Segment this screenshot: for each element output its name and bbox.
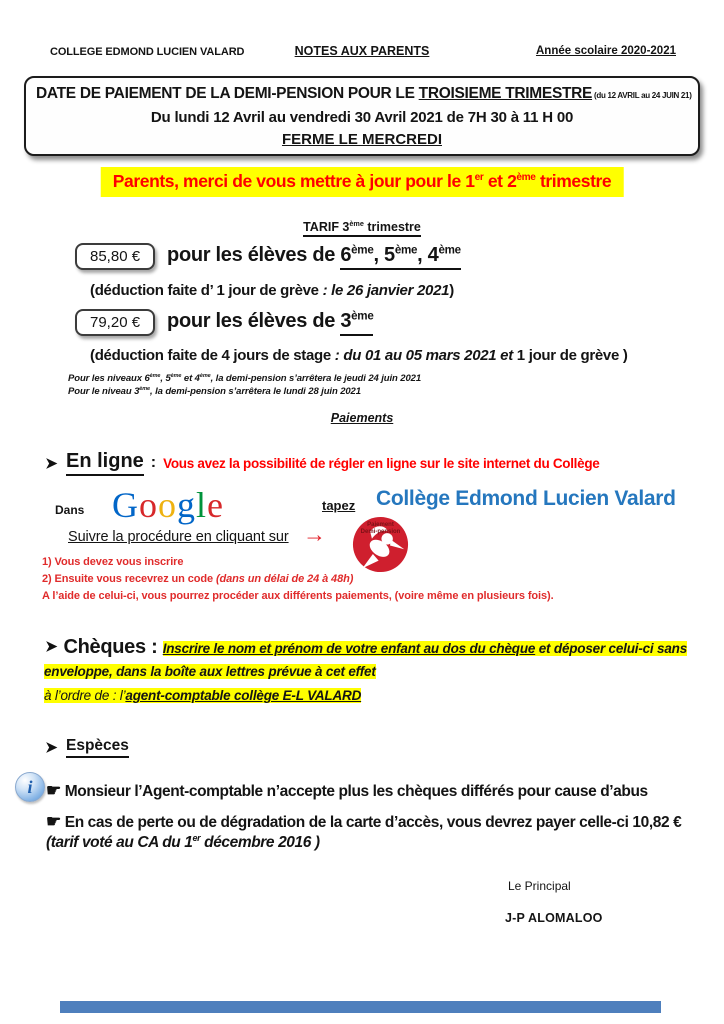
online-step: 2) Ensuite vous recevrez un code (dans un délai de 24 à 48h) (42, 573, 354, 585)
payments-heading: Paiements (330, 411, 394, 425)
tarif-row-3 (75, 309, 373, 336)
price-badge: 85,80 € (75, 243, 155, 270)
tarif-label: pour les élèves de 6ème, 5ème, 4ème (167, 244, 461, 270)
signature-role: Le Principal (508, 879, 571, 893)
deduction-note: (déduction faite de 4 jours de stage : du 01 au 05 mars 2021 et 1 jour de grève ) (90, 347, 628, 364)
payment-date-line3: FERME LE MERCREDI (281, 131, 442, 148)
payment-date-line1: DATE DE PAIEMENT DE LA DEMI-PENSION POUR LE TROISIEME TRIMESTRE (du 12 AVRIL au 24 JUIN 21) (36, 85, 692, 102)
footer-bar (60, 1001, 661, 1013)
online-step: A l’aide de celui-ci, vous pourrez procéder aux différents paiements, (voire même en plusieurs fois). (42, 590, 554, 602)
alert-banner: Parents, merci de vous mettre à jour pour le 1er et 2ème trimestre (101, 167, 624, 197)
online-section-title: En ligne (66, 450, 144, 476)
tapez-label: tapez (322, 498, 356, 513)
payment-date-line2: Du lundi 12 Avril au vendredi 30 Avril 2021 de 7H 30 à 11 H 00 (150, 109, 574, 126)
pointing-hand-icon: ☛ (46, 812, 61, 831)
remark-line: ☛ Monsieur l’Agent-comptable n’accepte plus les chèques différés pour cause d’abus (46, 781, 648, 800)
cheques-instruction: Inscrire le nom et prénom de votre enfant au dos du chèque et déposer celui-ci sans enveloppe, dans la boîte aux lettres prévue à cet effet (44, 641, 687, 679)
pointing-hand-icon: ☛ (46, 781, 61, 800)
deduction-note: (déduction faite d’ 1 jour de grève : le 26 janvier 2021) (90, 282, 454, 299)
info-icon: i (15, 772, 45, 802)
cheques-section (44, 636, 694, 706)
cheques-section-title: Chèques (63, 636, 146, 658)
tarif-row-6-5-4 (75, 243, 461, 270)
online-step: 1) Vous devez vous inscrire (42, 556, 184, 568)
online-instruction: Vous avez la possibilité de régler en ligne sur le site internet du Collège (163, 455, 600, 471)
separator: : (145, 636, 163, 658)
arrow-bullet-icon (44, 740, 59, 755)
signature-name: J-P ALOMALOO (505, 911, 603, 925)
red-arrow-icon: → (303, 521, 326, 547)
school-name: COLLEGE EDMOND LUCIEN VALARD (50, 46, 245, 58)
procedure-text: Suivre la procédure en cliquant sur (68, 529, 289, 545)
especes-section-title: Espèces (66, 737, 129, 758)
schedule-note: Pour le niveau 3ème, la demi-pension s’arrêtera le lundi 28 juin 2021 (68, 385, 361, 397)
arrow-bullet-icon (44, 456, 59, 471)
payment-date-box (24, 76, 700, 156)
tarif-label: pour les élèves de 3ème (167, 310, 373, 336)
online-section (44, 450, 600, 476)
cheque-order-line: à l’ordre de : l’agent-comptable collège E-L VALARD (44, 688, 362, 703)
arrow-bullet-icon (44, 639, 59, 654)
payment-logo-caption: Paiement Demi-pension (360, 522, 401, 535)
school-year: Année scolaire 2020-2021 (535, 45, 676, 57)
payment-logo (352, 516, 409, 573)
especes-section (44, 737, 129, 758)
price-badge: 79,20 € (75, 309, 155, 336)
schedule-note: Pour les niveaux 6ème, 5ème et 4ème, la demi-pension s’arrêtera le jeudi 24 juin 2021 (68, 372, 421, 384)
search-query: Collège Edmond Lucien Valard (376, 487, 676, 510)
dans-label: Dans (55, 503, 85, 517)
remark-line: ☛ En cas de perte ou de dégradation de la carte d’accès, vous devrez payer celle-ci 10,82 € (tarif voté au CA du 1er décembre 2016 ) (46, 812, 682, 851)
google-logo: Google (112, 485, 224, 525)
tarif-heading: TARIF 3ème trimestre (0, 220, 724, 234)
separator: : (150, 454, 157, 471)
doc-title-text: NOTES AUX PARENTS (294, 44, 430, 58)
